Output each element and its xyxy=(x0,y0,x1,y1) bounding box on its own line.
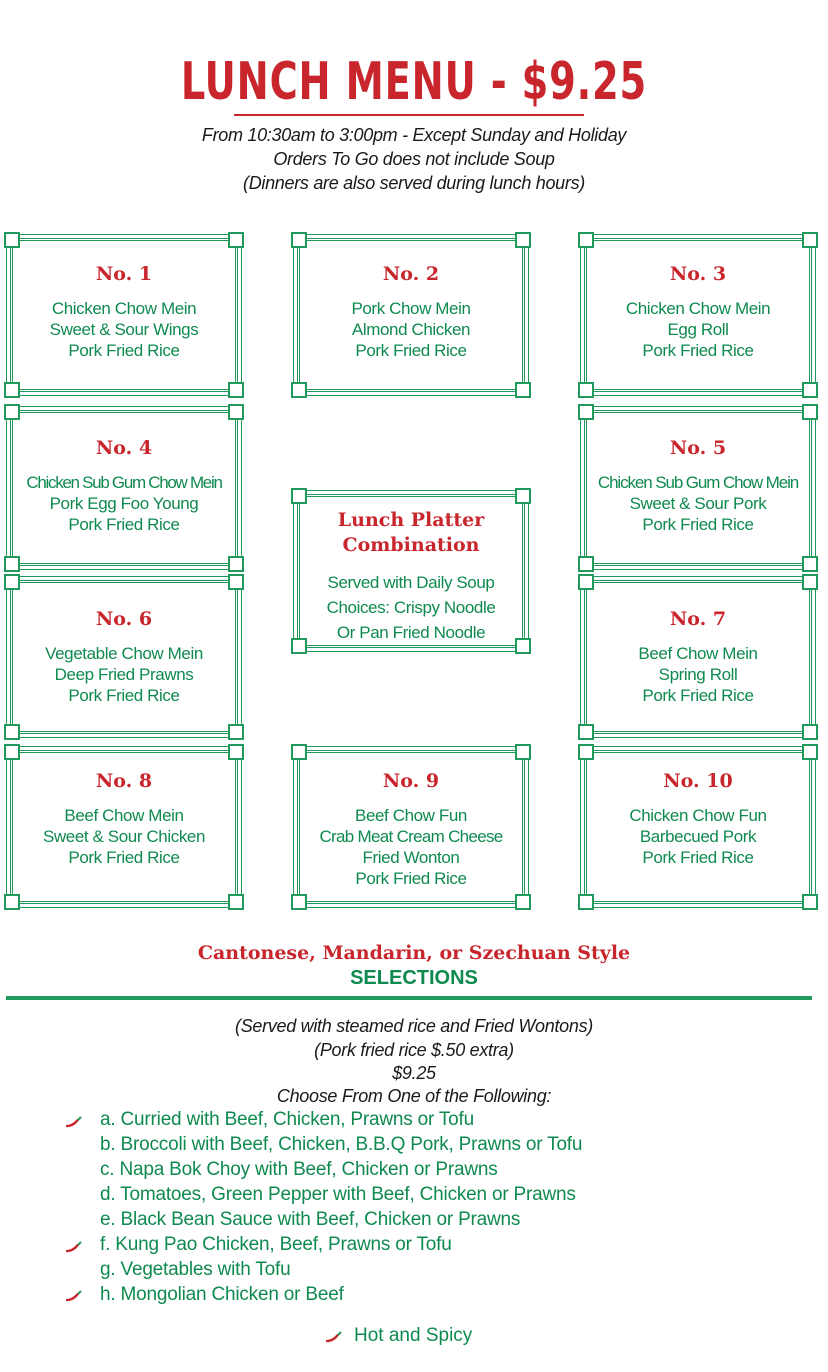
combo-box-2 xyxy=(297,238,525,392)
combo-title: No. 2 xyxy=(382,263,440,285)
combo-title: No. 4 xyxy=(95,437,153,459)
option-g: g. Vegetables with Tofu xyxy=(100,1259,291,1280)
chili-pepper-icon xyxy=(324,1331,342,1345)
combo-item: Chicken Chow Mein xyxy=(625,299,771,318)
chili-pepper-icon xyxy=(64,1241,82,1255)
combo-item: Crab Meat Cream Cheese xyxy=(319,827,503,846)
lunch-platter-box xyxy=(297,494,525,648)
choose-note: Choose From One of the Following: xyxy=(276,1086,552,1106)
style-line: Cantonese, Mandarin, or Szechuan Style xyxy=(197,942,631,964)
combo-item: Vegetable Chow Mein xyxy=(45,644,203,663)
option-d: d. Tomatoes, Green Pepper with Beef, Chicken or Prawns xyxy=(100,1184,576,1205)
option-f: f. Kung Pao Chicken, Beef, Prawns or Tofu xyxy=(100,1234,452,1255)
combo-box-7 xyxy=(584,580,812,734)
combo-box-8 xyxy=(10,750,238,904)
combo-item: Chicken Chow Fun xyxy=(629,806,767,825)
combo-title: No. 9 xyxy=(382,770,440,792)
combo-item: Pork Fried Rice xyxy=(355,341,467,360)
combo-item: Pork Fried Rice xyxy=(642,515,754,534)
combo-title: No. 5 xyxy=(669,437,727,459)
combo-item: Pork Fried Rice xyxy=(68,515,180,534)
section-divider xyxy=(6,996,812,1000)
option-b: b. Broccoli with Beef, Chicken, B.B.Q Pork, Prawns or Tofu xyxy=(100,1134,583,1155)
option-h: h. Mongolian Chicken or Beef xyxy=(100,1284,344,1305)
chili-pepper-icon xyxy=(64,1290,82,1304)
combo-item: Almond Chicken xyxy=(351,320,471,339)
combo-item: Pork Fried Rice xyxy=(68,341,180,360)
combo-title: No. 1 xyxy=(95,263,153,285)
combo-item: Sweet & Sour Chicken xyxy=(42,827,206,846)
combo-title: No. 6 xyxy=(95,608,153,630)
combo-title: No. 7 xyxy=(669,608,727,630)
combo-box-4 xyxy=(10,410,238,566)
combo-item: Beef Chow Mein xyxy=(638,644,758,663)
platter-item: Served with Daily Soup xyxy=(327,573,495,592)
option-a: a. Curried with Beef, Chicken, Prawns or Tofu xyxy=(100,1109,474,1130)
combo-item: Pork Fried Rice xyxy=(642,848,754,867)
platter-item: Or Pan Fried Noodle xyxy=(336,623,486,642)
selections-heading: SELECTIONS xyxy=(350,967,478,989)
combo-item: Beef Chow Mein xyxy=(64,806,184,825)
served-note: (Served with steamed rice and Fried Wontons) xyxy=(235,1016,593,1036)
combo-box-9 xyxy=(297,750,525,904)
combo-item: Egg Roll xyxy=(667,320,729,339)
menu-title: LUNCH MENU - $9.25 xyxy=(180,52,648,112)
to-go-note: Orders To Go does not include Soup xyxy=(273,149,555,169)
combo-item: Sweet & Sour Wings xyxy=(49,320,199,339)
combo-title: No. 8 xyxy=(95,770,153,792)
combo-title: No. 3 xyxy=(669,263,727,285)
combo-item: Pork Fried Rice xyxy=(68,848,180,867)
combo-item: Pork Fried Rice xyxy=(68,686,180,705)
combo-item: Sweet & Sour Pork xyxy=(629,494,767,513)
combo-item: Spring Roll xyxy=(658,665,738,684)
hours-line: From 10:30am to 3:00pm - Except Sunday and Holiday xyxy=(201,125,627,145)
platter-title: Lunch Platter Combination xyxy=(337,509,485,556)
combo-item: Deep Fried Prawns xyxy=(54,665,194,684)
combo-item: Pork Fried Rice xyxy=(642,341,754,360)
platter-item: Choices: Crispy Noodle xyxy=(326,598,496,617)
combo-item: Chicken Sub Gum Chow Mein xyxy=(597,473,799,492)
option-c: c. Napa Bok Choy with Beef, Chicken or Prawns xyxy=(100,1159,498,1180)
combo-title: No. 10 xyxy=(663,770,733,792)
combo-item: Pork Chow Mein xyxy=(351,299,471,318)
extra-note: (Pork fried rice $.50 extra) xyxy=(314,1040,514,1060)
combo-box-1 xyxy=(10,238,238,392)
dinner-note: (Dinners are also served during lunch hours) xyxy=(243,173,585,193)
hot-and-spicy-legend: Hot and Spicy xyxy=(354,1325,473,1346)
combo-box-3 xyxy=(584,238,812,392)
combo-item: Pork Egg Foo Young xyxy=(49,494,199,513)
title-underline xyxy=(234,114,584,116)
combo-box-5 xyxy=(584,410,812,566)
combo-item: Beef Chow Fun xyxy=(355,806,467,825)
combo-item: Chicken Sub Gum Chow Mein xyxy=(26,473,222,492)
combo-item: Barbecued Pork xyxy=(639,827,757,846)
selection-price: $9.25 xyxy=(392,1063,436,1083)
chili-pepper-icon xyxy=(64,1116,82,1130)
option-e: e. Black Bean Sauce with Beef, Chicken or Prawns xyxy=(100,1209,521,1230)
combo-item: Fried Wonton xyxy=(362,848,460,867)
combo-item: Chicken Chow Mein xyxy=(51,299,197,318)
combo-item: Pork Fried Rice xyxy=(642,686,754,705)
combo-box-6 xyxy=(10,580,238,734)
combo-box-10 xyxy=(584,750,812,904)
combo-item: Pork Fried Rice xyxy=(355,869,467,888)
